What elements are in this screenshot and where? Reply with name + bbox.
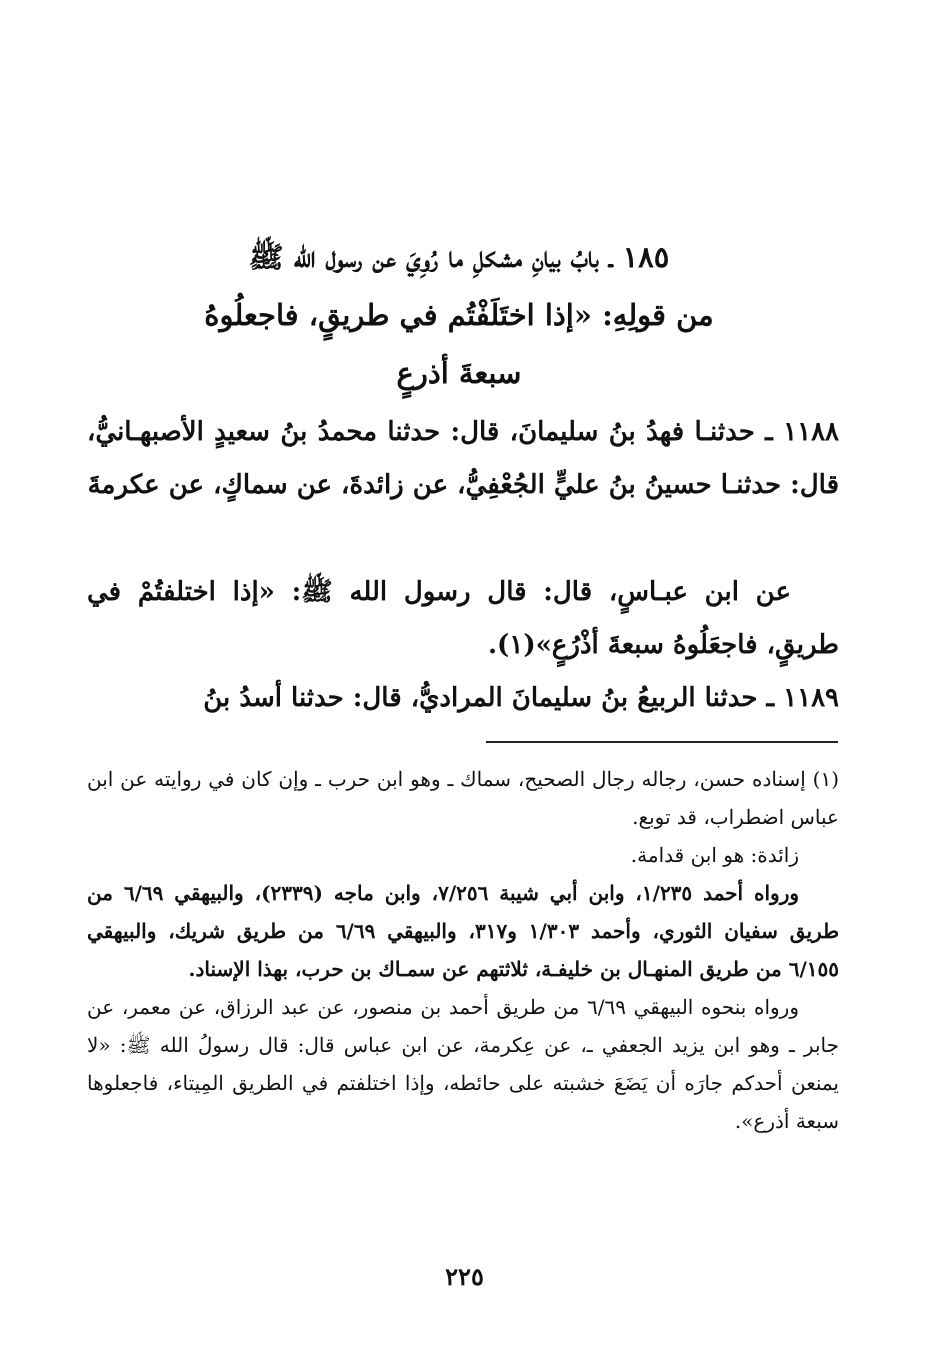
hadith-1188 [87,406,839,512]
hadith-1188-matn-block [87,566,839,672]
footnote-zaida: زائدة: هو ابن قدامة. [630,843,799,867]
footnote-1: (١) إسناده حسن، رجاله رجال الصحيح، سماك ـ وهو ابن حرب ـ وإن كان في روايته عن ابن عباس اضطراب، قد توبع. [87,767,839,829]
heading-line-3: سبعةَ أذرعٍ [396,356,522,390]
heading-line-1: ١٨٥ ـ بابُ بيانِ مشكلِ ما رُوِيَ عن رسول الله ﷺ [248,240,670,274]
hadith-1189 [87,672,839,725]
page-number: ٢٢٥ [445,1262,484,1291]
chapter-heading [139,228,779,402]
hadith-1188-isnad: ١١٨٨ ـ حدثنـا فهدُ بنُ سليمانَ، قال: حدثنا محمدُ بنُ سعيدٍ الأصبهـانيُّ، قال: حدثنـا حسينُ بنُ عليٍّ الجُعْفِيُّ، عن زائدةَ، عن سماكٍ، عن عكرمةَ [87,417,839,500]
footnote-takhrij-1: ورواه أحمد ١/٢٣٥، وابن أبي شيبة ٧/٢٥٦، وابن ماجه (٢٣٣٩)، والبيهقي ٦/٦٩ من طريق سفيان الثوري، وأحمد ١/٣٠٣ و٣١٧، والبيهقي ٦/٦٩ من طريق شريك، والبيهقي ٦/١٥٥ من طريق المنهـال بن خليفـة، ثلاثتهم عن سمـاك بن حرب، بهذا الإسناد. [87,881,840,981]
footnote-separator [486,741,838,743]
hadith-1188-matn: عن ابن عبـاسٍ، قال: قال رسول الله ﷺ: «إذا اختلفتُمْ في طريقٍ، فاجعَلُوهُ سبعةَ أذْرُعٍ»(١). [87,577,839,660]
footnote-takhrij-2: ورواه بنحوه البيهقي ٦/٦٩ من طريق أحمد بن منصور، عن عبد الرزاق، عن معمر، عن جابر ـ وهو ابن يزيد الجعفي ـ، عن عِكرمة، عن ابن عباس قال: قال رسولُ الله ﷺ: «لا يمنعن أحدكم جارَه أن يَضَعَ خشبته على حائطه، وإذا اختلفتم في الطريق المِيتاء، فاجعلوها سبعة أذرع». [87,995,840,1133]
heading-line-2: من قولِهِ: «إذا اختَلَفْتُم في طريقٍ، فاجعلُوهُ [204,298,714,332]
hadith-1189-isnad: ١١٨٩ ـ حدثنا الربيعُ بنُ سليمانَ المراديُّ، قال: حدثنا أسدُ بنُ [203,683,839,713]
footnotes [87,760,839,1140]
